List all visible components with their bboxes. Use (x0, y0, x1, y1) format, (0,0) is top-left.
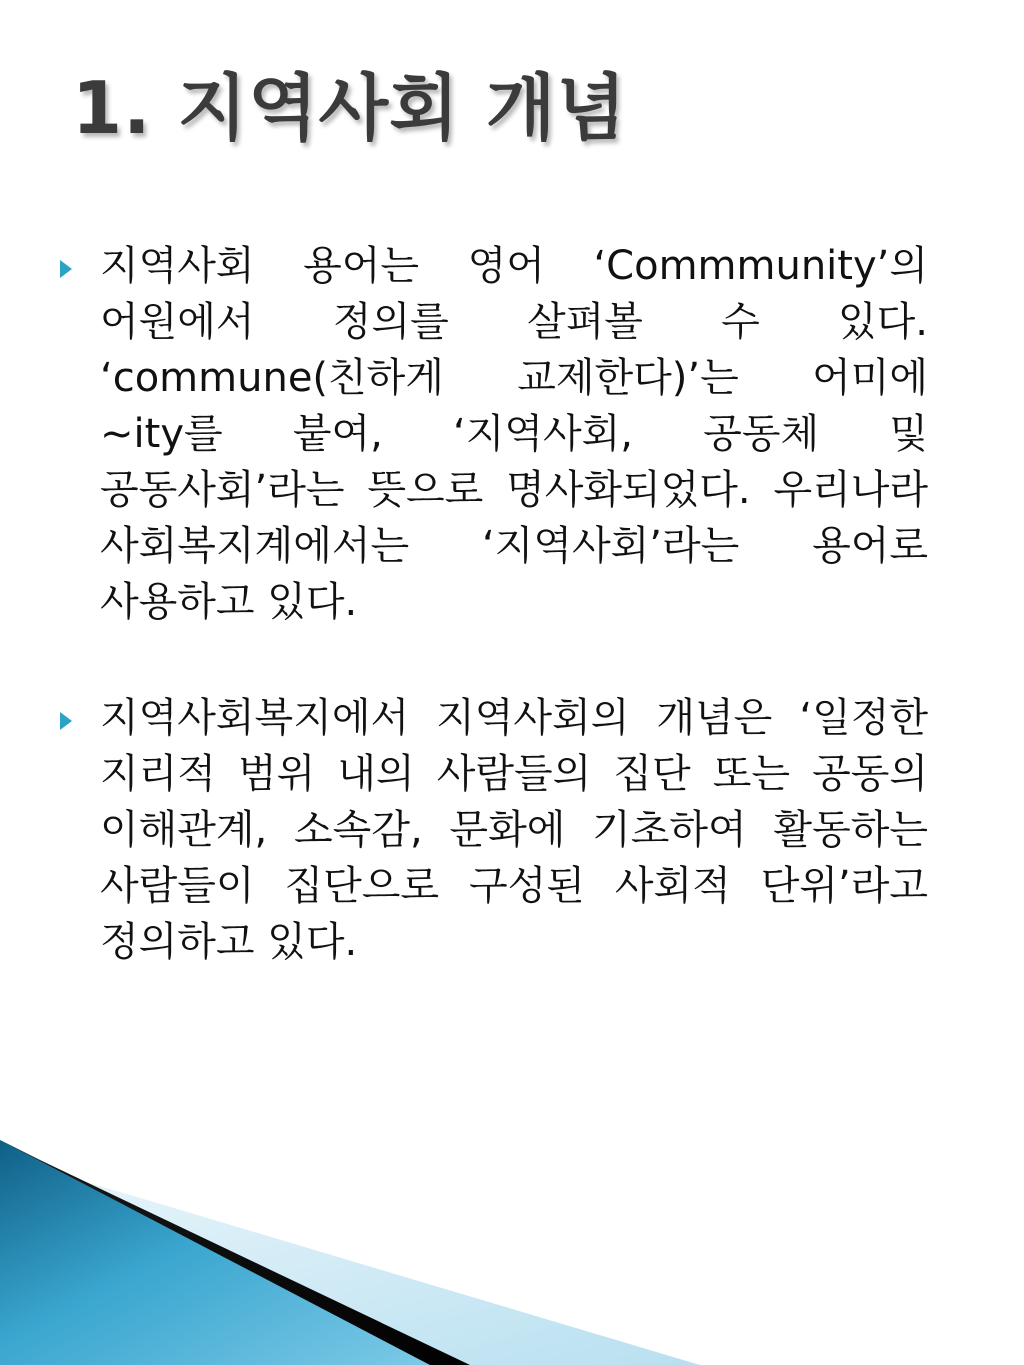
triangle-right-icon (60, 260, 72, 278)
bullet-text: 지역사회 용어는 영어 ‘Commmunity’의 어원에서 정의를 살펴볼 수 있다. ‘commune(친하게 교제한다)’는 어미에 ~ity를 붙여, ‘지역사회, 공동체 및 공동사회’라는 뜻으로 명사화되었다. 우리나라 사회복지계에서는 ‘지역사회’라는 용어로 사용하고 있다. (100, 243, 928, 625)
triangle-right-icon (60, 712, 72, 730)
slide-title: 1. 지역사회 개념 (72, 66, 627, 150)
bullet-list (58, 238, 928, 1030)
bullet-item (58, 690, 928, 970)
bullet-text: 지역사회복지에서 지역사회의 개념은 ‘일정한 지리적 범위 내의 사람들의 집단 또는 공동의 이해관계, 소속감, 문화에 기초하여 활동하는 사람들이 집단으로 구성된 사회적 단위’라고 정의하고 있다. (100, 695, 928, 965)
corner-decoration (0, 1140, 700, 1365)
blue-wedge (0, 1140, 430, 1365)
bullet-item (58, 238, 928, 630)
